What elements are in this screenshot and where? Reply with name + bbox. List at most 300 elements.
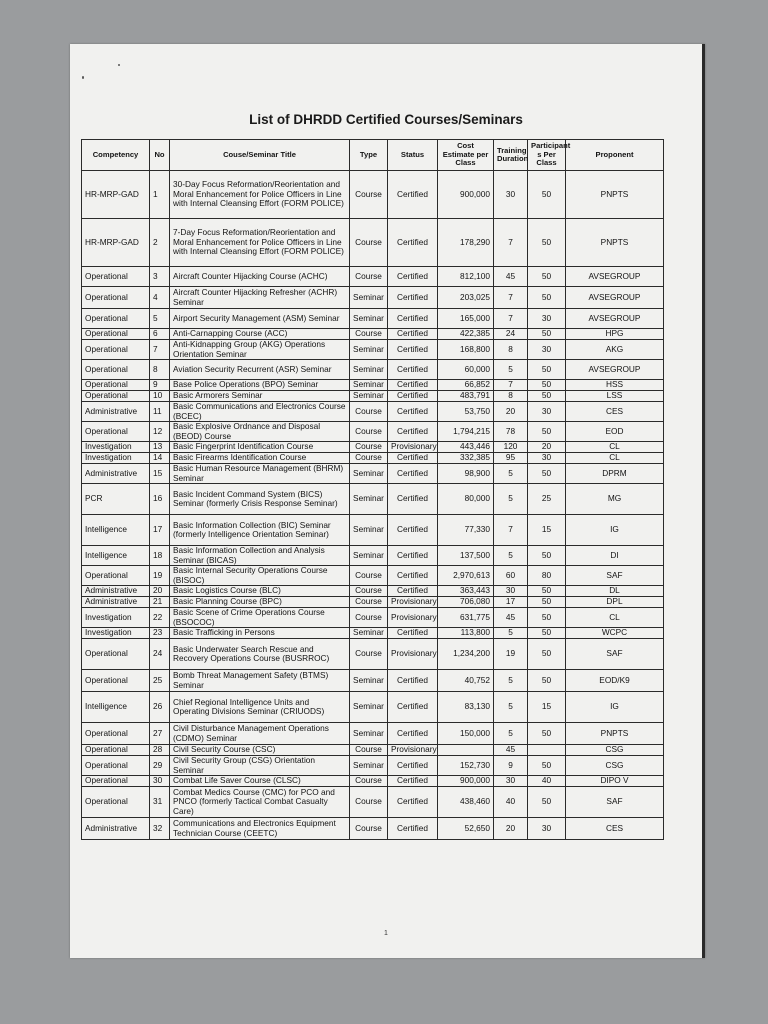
row-training-duration: 40 <box>494 787 528 818</box>
row-number: 19 <box>150 566 170 586</box>
row-proponent: HSS <box>566 380 664 391</box>
row-number: 30 <box>150 776 170 787</box>
row-status: Certified <box>388 380 438 391</box>
row-training-duration: 9 <box>494 756 528 776</box>
row-course-title: Basic Armorers Seminar <box>170 391 350 402</box>
row-status: Certified <box>388 484 438 515</box>
row-competency: HR-MRP-GAD <box>82 171 150 219</box>
table-row <box>82 422 664 442</box>
row-participants: 50 <box>528 171 566 219</box>
row-competency: Operational <box>82 639 150 670</box>
row-participants: 50 <box>528 546 566 566</box>
row-course-title: Basic Information Collection (BIC) Seminar (formerly Intelligence Orientation Seminar) <box>170 515 350 546</box>
row-training-duration: 7 <box>494 515 528 546</box>
row-number: 8 <box>150 360 170 380</box>
row-status: Certified <box>388 818 438 840</box>
dust-speck <box>82 76 84 79</box>
row-course-title: Combat Life Saver Course (CLSC) <box>170 776 350 787</box>
row-number: 2 <box>150 219 170 267</box>
row-cost-estimate: 165,000 <box>438 309 494 329</box>
row-status: Certified <box>388 287 438 309</box>
row-course-title: Aircraft Counter Hijacking Course (ACHC) <box>170 267 350 287</box>
row-proponent: SAF <box>566 566 664 586</box>
row-competency: Investigation <box>82 608 150 628</box>
row-status: Certified <box>388 453 438 464</box>
row-proponent: IG <box>566 692 664 723</box>
table-row <box>82 329 664 340</box>
page-number: 1 <box>384 930 388 937</box>
row-course-title: 7-Day Focus Reformation/Reorientation and Moral Enhancement for Police Officers in Line with Internal Cleansing Effort (FORM POLICE) <box>170 219 350 267</box>
header-status: Status <box>388 140 438 171</box>
row-type: Course <box>350 329 388 340</box>
row-course-title: Basic Internal Security Operations Course (BISOC) <box>170 566 350 586</box>
row-cost-estimate: 1,234,200 <box>438 639 494 670</box>
row-status: Certified <box>388 586 438 597</box>
row-competency: Administrative <box>82 597 150 608</box>
row-training-duration: 5 <box>494 484 528 515</box>
row-number: 4 <box>150 287 170 309</box>
row-course-title: Basic Underwater Search Rescue and Recovery Operations Course (BUSRROC) <box>170 639 350 670</box>
row-competency: Operational <box>82 670 150 692</box>
document-title: List of DHRDD Certified Courses/Seminars <box>249 112 523 127</box>
row-participants: 50 <box>528 597 566 608</box>
row-type: Seminar <box>350 484 388 515</box>
row-number: 29 <box>150 756 170 776</box>
row-proponent: EOD <box>566 422 664 442</box>
table-row <box>82 391 664 402</box>
row-number: 16 <box>150 484 170 515</box>
row-competency: HR-MRP-GAD <box>82 219 150 267</box>
row-course-title: Base Police Operations (BPO) Seminar <box>170 380 350 391</box>
row-course-title: Basic Information Collection and Analysis Seminar (BICAS) <box>170 546 350 566</box>
row-proponent: CES <box>566 818 664 840</box>
row-status: Certified <box>388 756 438 776</box>
row-training-duration: 20 <box>494 818 528 840</box>
row-type: Seminar <box>350 287 388 309</box>
table-row <box>82 756 664 776</box>
row-course-title: Basic Planning Course (BPC) <box>170 597 350 608</box>
row-proponent: PNPTS <box>566 723 664 745</box>
row-type: Course <box>350 422 388 442</box>
row-training-duration: 24 <box>494 329 528 340</box>
row-competency: Operational <box>82 422 150 442</box>
table-row <box>82 267 664 287</box>
row-type: Seminar <box>350 360 388 380</box>
row-proponent: AKG <box>566 340 664 360</box>
row-participants: 30 <box>528 309 566 329</box>
row-proponent: DIPO V <box>566 776 664 787</box>
row-participants: 50 <box>528 267 566 287</box>
table-row <box>82 360 664 380</box>
row-training-duration: 5 <box>494 546 528 566</box>
row-cost-estimate: 113,800 <box>438 628 494 639</box>
row-participants: 50 <box>528 360 566 380</box>
row-course-title: Aviation Security Recurrent (ASR) Seminar <box>170 360 350 380</box>
row-competency: Operational <box>82 391 150 402</box>
row-participants: 50 <box>528 723 566 745</box>
row-proponent: DPL <box>566 597 664 608</box>
dust-speck <box>118 64 120 66</box>
row-number: 24 <box>150 639 170 670</box>
row-status: Certified <box>388 171 438 219</box>
row-number: 26 <box>150 692 170 723</box>
row-competency: Investigation <box>82 453 150 464</box>
row-participants: 80 <box>528 566 566 586</box>
row-status: Certified <box>388 692 438 723</box>
row-course-title: Basic Scene of Crime Operations Course (BSOCOC) <box>170 608 350 628</box>
table-row <box>82 309 664 329</box>
row-cost-estimate: 332,385 <box>438 453 494 464</box>
row-training-duration: 78 <box>494 422 528 442</box>
row-type: Course <box>350 402 388 422</box>
row-type: Course <box>350 453 388 464</box>
row-proponent: DL <box>566 586 664 597</box>
row-cost-estimate: 363,443 <box>438 586 494 597</box>
row-type: Course <box>350 639 388 670</box>
row-type: Course <box>350 267 388 287</box>
row-training-duration: 17 <box>494 597 528 608</box>
row-proponent: CSG <box>566 745 664 756</box>
row-number: 20 <box>150 586 170 597</box>
row-course-title: 30-Day Focus Reformation/Reorientation and Moral Enhancement for Police Officers in Line with Internal Cleansing Effort (FORM POLICE) <box>170 171 350 219</box>
row-proponent: PNPTS <box>566 219 664 267</box>
row-type: Course <box>350 818 388 840</box>
row-status: Certified <box>388 219 438 267</box>
row-number: 11 <box>150 402 170 422</box>
row-proponent: PNPTS <box>566 171 664 219</box>
row-cost-estimate: 152,730 <box>438 756 494 776</box>
row-training-duration: 60 <box>494 566 528 586</box>
row-participants: 50 <box>528 639 566 670</box>
table-row <box>82 484 664 515</box>
row-participants: 50 <box>528 787 566 818</box>
row-number: 23 <box>150 628 170 639</box>
table-row <box>82 608 664 628</box>
row-status: Certified <box>388 546 438 566</box>
row-participants: 30 <box>528 402 566 422</box>
row-competency: Operational <box>82 360 150 380</box>
row-number: 22 <box>150 608 170 628</box>
row-competency: Operational <box>82 329 150 340</box>
row-participants: 15 <box>528 692 566 723</box>
row-status: Provisionary <box>388 442 438 453</box>
row-status: Certified <box>388 422 438 442</box>
row-course-title: Combat Medics Course (CMC) for PCO and PNCO (formerly Tactical Combat Casualty Care) <box>170 787 350 818</box>
row-participants: 50 <box>528 380 566 391</box>
row-competency: Operational <box>82 566 150 586</box>
row-type: Seminar <box>350 515 388 546</box>
row-cost-estimate: 422,385 <box>438 329 494 340</box>
row-proponent: AVSEGROUP <box>566 360 664 380</box>
row-participants: 50 <box>528 329 566 340</box>
row-type: Course <box>350 442 388 453</box>
header-title: Couse/Seminar Title <box>170 140 350 171</box>
table-row <box>82 546 664 566</box>
row-course-title: Civil Security Course (CSC) <box>170 745 350 756</box>
row-status: Certified <box>388 670 438 692</box>
table-row <box>82 464 664 484</box>
row-competency: Intelligence <box>82 515 150 546</box>
row-competency: Operational <box>82 340 150 360</box>
row-type: Seminar <box>350 723 388 745</box>
row-competency: Operational <box>82 380 150 391</box>
row-proponent: AVSEGROUP <box>566 267 664 287</box>
row-number: 15 <box>150 464 170 484</box>
row-proponent: DPRM <box>566 464 664 484</box>
row-course-title: Aircraft Counter Hijacking Refresher (ACHR) Seminar <box>170 287 350 309</box>
row-type: Seminar <box>350 546 388 566</box>
row-cost-estimate: 150,000 <box>438 723 494 745</box>
row-training-duration: 5 <box>494 692 528 723</box>
row-type: Course <box>350 171 388 219</box>
row-number: 31 <box>150 787 170 818</box>
row-training-duration: 8 <box>494 391 528 402</box>
row-training-duration: 45 <box>494 267 528 287</box>
row-participants: 50 <box>528 391 566 402</box>
row-participants: 30 <box>528 453 566 464</box>
row-training-duration: 7 <box>494 380 528 391</box>
row-proponent: SAF <box>566 639 664 670</box>
row-cost-estimate: 483,791 <box>438 391 494 402</box>
table-row <box>82 639 664 670</box>
table-row <box>82 692 664 723</box>
row-number: 17 <box>150 515 170 546</box>
table-row <box>82 219 664 267</box>
table-row <box>82 380 664 391</box>
row-number: 5 <box>150 309 170 329</box>
table-row <box>82 453 664 464</box>
document-page <box>70 44 705 958</box>
row-proponent: CL <box>566 453 664 464</box>
row-participants: 50 <box>528 287 566 309</box>
row-type: Seminar <box>350 391 388 402</box>
row-training-duration: 7 <box>494 219 528 267</box>
row-number: 14 <box>150 453 170 464</box>
row-cost-estimate: 443,446 <box>438 442 494 453</box>
table-row <box>82 402 664 422</box>
header-duration: Training Duration <box>494 140 528 171</box>
row-status: Certified <box>388 360 438 380</box>
header-cost: Cost Estimate per Class <box>438 140 494 171</box>
row-training-duration: 20 <box>494 402 528 422</box>
row-participants: 50 <box>528 422 566 442</box>
row-type: Course <box>350 608 388 628</box>
row-status: Certified <box>388 787 438 818</box>
row-proponent: CSG <box>566 756 664 776</box>
row-status: Certified <box>388 340 438 360</box>
row-proponent: EOD/K9 <box>566 670 664 692</box>
row-type: Course <box>350 787 388 818</box>
row-proponent: WCPC <box>566 628 664 639</box>
table-row <box>82 566 664 586</box>
row-number: 10 <box>150 391 170 402</box>
row-type: Course <box>350 745 388 756</box>
row-type: Course <box>350 597 388 608</box>
row-participants: 20 <box>528 442 566 453</box>
row-course-title: Airport Security Management (ASM) Seminar <box>170 309 350 329</box>
row-status: Certified <box>388 464 438 484</box>
row-participants: 50 <box>528 464 566 484</box>
row-competency: Operational <box>82 745 150 756</box>
row-participants: 50 <box>528 608 566 628</box>
row-training-duration: 5 <box>494 670 528 692</box>
table-row <box>82 628 664 639</box>
row-cost-estimate: 52,650 <box>438 818 494 840</box>
row-cost-estimate: 98,900 <box>438 464 494 484</box>
row-cost-estimate: 203,025 <box>438 287 494 309</box>
row-training-duration: 30 <box>494 171 528 219</box>
row-status: Certified <box>388 391 438 402</box>
row-proponent: CL <box>566 608 664 628</box>
table-row <box>82 597 664 608</box>
row-status: Provisionary <box>388 639 438 670</box>
row-number: 18 <box>150 546 170 566</box>
row-status: Provisionary <box>388 745 438 756</box>
table-row <box>82 442 664 453</box>
row-course-title: Civil Disturbance Management Operations (CDMO) Seminar <box>170 723 350 745</box>
row-number: 3 <box>150 267 170 287</box>
table-row <box>82 745 664 756</box>
row-status: Certified <box>388 515 438 546</box>
row-cost-estimate: 706,080 <box>438 597 494 608</box>
row-training-duration: 5 <box>494 628 528 639</box>
row-status: Certified <box>388 267 438 287</box>
row-cost-estimate: 60,000 <box>438 360 494 380</box>
row-competency: Operational <box>82 309 150 329</box>
row-type: Course <box>350 586 388 597</box>
row-number: 27 <box>150 723 170 745</box>
table-row <box>82 515 664 546</box>
row-number: 13 <box>150 442 170 453</box>
table-row <box>82 787 664 818</box>
row-status: Certified <box>388 628 438 639</box>
row-type: Course <box>350 219 388 267</box>
row-competency: PCR <box>82 484 150 515</box>
row-course-title: Bomb Threat Management Safety (BTMS) Seminar <box>170 670 350 692</box>
table-row <box>82 171 664 219</box>
row-course-title: Basic Human Resource Management (BHRM) Seminar <box>170 464 350 484</box>
row-proponent: IG <box>566 515 664 546</box>
row-course-title: Basic Logistics Course (BLC) <box>170 586 350 597</box>
row-competency: Intelligence <box>82 692 150 723</box>
table-row <box>82 586 664 597</box>
row-cost-estimate: 40,752 <box>438 670 494 692</box>
row-cost-estimate: 83,130 <box>438 692 494 723</box>
row-status: Certified <box>388 776 438 787</box>
header-competency: Competency <box>82 140 150 171</box>
row-type: Seminar <box>350 670 388 692</box>
row-number: 1 <box>150 171 170 219</box>
row-participants: 50 <box>528 219 566 267</box>
row-proponent: CES <box>566 402 664 422</box>
row-number: 32 <box>150 818 170 840</box>
header-type: Type <box>350 140 388 171</box>
row-cost-estimate: 2,970,613 <box>438 566 494 586</box>
row-status: Certified <box>388 309 438 329</box>
row-competency: Operational <box>82 787 150 818</box>
row-competency: Investigation <box>82 442 150 453</box>
row-type: Seminar <box>350 309 388 329</box>
row-competency: Operational <box>82 776 150 787</box>
row-participants: 50 <box>528 756 566 776</box>
row-cost-estimate: 438,460 <box>438 787 494 818</box>
row-status: Certified <box>388 329 438 340</box>
row-cost-estimate: 77,330 <box>438 515 494 546</box>
row-competency: Operational <box>82 287 150 309</box>
row-number: 6 <box>150 329 170 340</box>
row-proponent: DI <box>566 546 664 566</box>
courses-table <box>81 139 664 840</box>
row-participants: 50 <box>528 670 566 692</box>
row-cost-estimate: 900,000 <box>438 776 494 787</box>
row-status: Certified <box>388 723 438 745</box>
row-number: 12 <box>150 422 170 442</box>
row-training-duration: 120 <box>494 442 528 453</box>
row-course-title: Chief Regional Intelligence Units and Operating Divisions Seminar (CRIUODS) <box>170 692 350 723</box>
row-proponent: MG <box>566 484 664 515</box>
header-no: No <box>150 140 170 171</box>
row-cost-estimate: 168,800 <box>438 340 494 360</box>
row-type: Seminar <box>350 380 388 391</box>
table-header-row <box>82 140 664 171</box>
row-training-duration: 95 <box>494 453 528 464</box>
row-number: 28 <box>150 745 170 756</box>
row-competency: Administrative <box>82 464 150 484</box>
row-status: Certified <box>388 402 438 422</box>
row-type: Seminar <box>350 756 388 776</box>
row-training-duration: 7 <box>494 287 528 309</box>
row-cost-estimate: 812,100 <box>438 267 494 287</box>
row-training-duration: 45 <box>494 745 528 756</box>
row-participants: 15 <box>528 515 566 546</box>
row-cost-estimate: 900,000 <box>438 171 494 219</box>
row-competency: Investigation <box>82 628 150 639</box>
row-competency: Operational <box>82 267 150 287</box>
row-training-duration: 8 <box>494 340 528 360</box>
table-row <box>82 723 664 745</box>
row-course-title: Basic Explosive Ordnance and Disposal (BEOD) Course <box>170 422 350 442</box>
row-training-duration: 5 <box>494 360 528 380</box>
row-proponent: AVSEGROUP <box>566 287 664 309</box>
row-participants: 30 <box>528 340 566 360</box>
row-competency: Operational <box>82 723 150 745</box>
table-row <box>82 287 664 309</box>
row-competency: Administrative <box>82 586 150 597</box>
row-training-duration: 19 <box>494 639 528 670</box>
row-type: Seminar <box>350 464 388 484</box>
table-row <box>82 776 664 787</box>
row-proponent: HPG <box>566 329 664 340</box>
row-cost-estimate: 137,500 <box>438 546 494 566</box>
row-course-title: Basic Incident Command System (BICS) Seminar (formerly Crisis Response Seminar) <box>170 484 350 515</box>
row-proponent: AVSEGROUP <box>566 309 664 329</box>
row-course-title: Basic Fingerprint Identification Course <box>170 442 350 453</box>
row-competency: Operational <box>82 756 150 776</box>
row-cost-estimate: 1,794,215 <box>438 422 494 442</box>
row-participants: 25 <box>528 484 566 515</box>
row-cost-estimate: 53,750 <box>438 402 494 422</box>
row-status: Certified <box>388 566 438 586</box>
row-participants: 50 <box>528 586 566 597</box>
row-number: 9 <box>150 380 170 391</box>
row-type: Seminar <box>350 340 388 360</box>
row-competency: Administrative <box>82 402 150 422</box>
row-participants: 50 <box>528 628 566 639</box>
header-proponent: Proponent <box>566 140 664 171</box>
row-cost-estimate <box>438 745 494 756</box>
row-proponent: SAF <box>566 787 664 818</box>
row-training-duration: 45 <box>494 608 528 628</box>
